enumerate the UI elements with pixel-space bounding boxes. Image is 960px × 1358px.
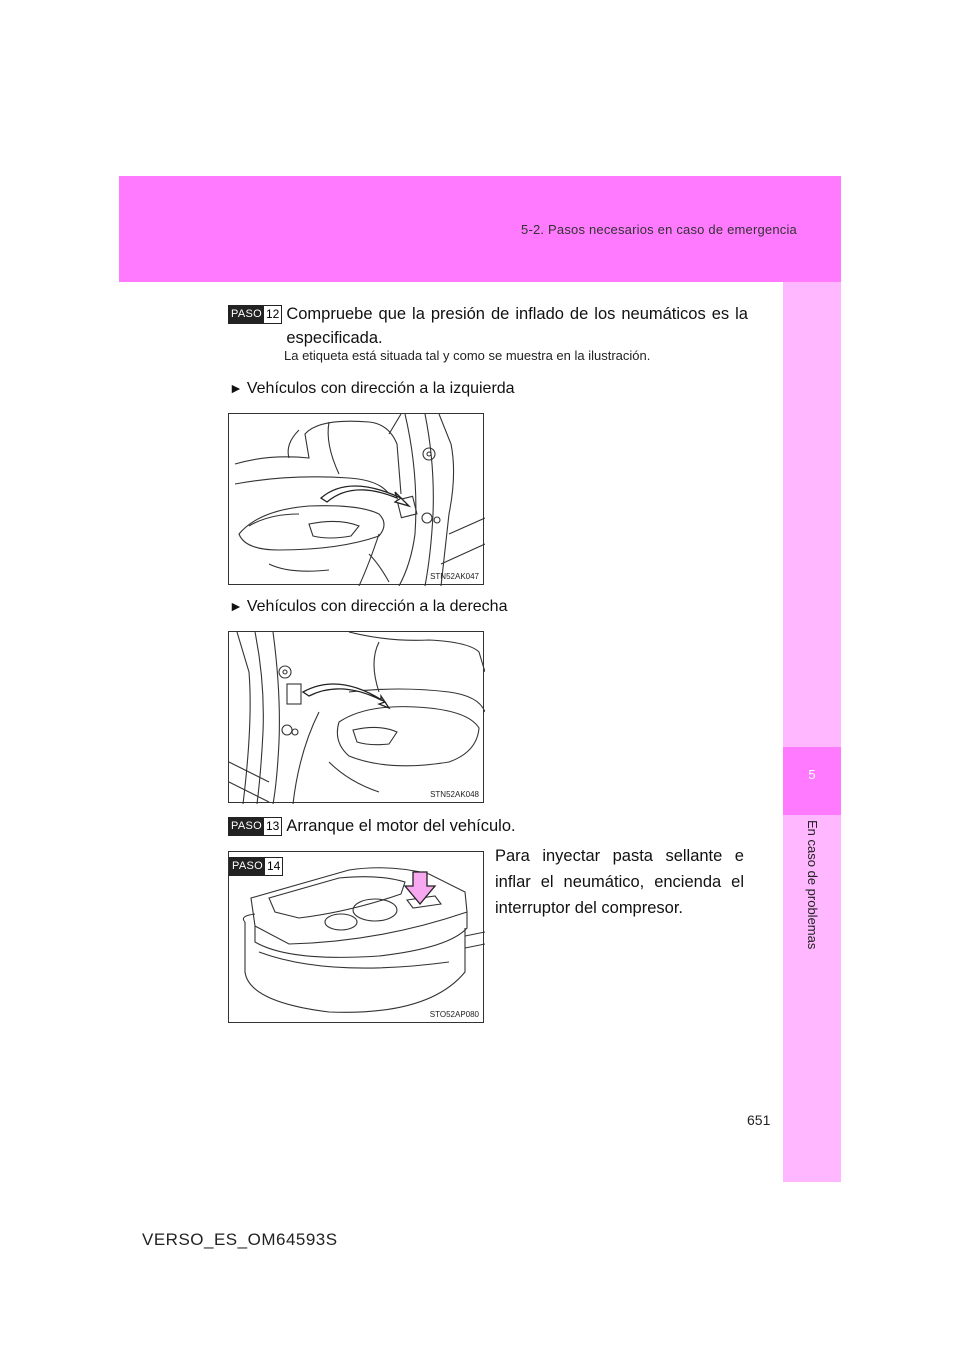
paso-badge: PASO 12 bbox=[228, 305, 282, 324]
step-14-text: Para inyectar pasta sellante e inflar el neumático, encienda el interruptor del compresor. bbox=[495, 847, 744, 917]
paso-badge: PASO 13 bbox=[228, 817, 282, 836]
triangle-marker-icon: ► bbox=[229, 380, 243, 396]
section-title: 5-2. Pasos necesarios en caso de emergencia bbox=[521, 222, 797, 237]
figure-code: STN52AK047 bbox=[430, 572, 479, 581]
figure-code: STO52AP080 bbox=[429, 1010, 479, 1019]
subsection-right-drive: ► Vehículos con dirección a la derecha bbox=[229, 598, 508, 615]
compressor-illustration bbox=[229, 852, 485, 1024]
step-text: Compruebe que la presión de inflado de los neumáticos es la especificada. bbox=[286, 305, 748, 347]
note-text: La etiqueta está situada tal y como se muestra en la ilustración. bbox=[284, 348, 651, 363]
subsection-left-drive: ► Vehículos con dirección a la izquierda bbox=[229, 380, 515, 397]
chapter-number: 5 bbox=[808, 767, 816, 782]
figure-code: STN52AK048 bbox=[430, 790, 479, 799]
paso-badge: PASO 14 bbox=[229, 857, 283, 876]
figure-left-drive-seat bbox=[228, 413, 484, 585]
footer-document-code: VERSO_ES_OM64593S bbox=[142, 1230, 338, 1249]
seat-door-illustration bbox=[229, 632, 485, 804]
seat-door-illustration bbox=[229, 414, 485, 586]
figure-compressor bbox=[228, 851, 484, 1023]
chapter-number-tab bbox=[783, 747, 841, 815]
step-text: Arranque el motor del vehículo. bbox=[286, 817, 516, 835]
chapter-header-band bbox=[119, 176, 841, 282]
page-number: 651 bbox=[747, 1112, 771, 1128]
step-13 bbox=[228, 814, 748, 838]
chapter-title: En caso de problemas bbox=[805, 820, 820, 950]
side-thumb-tab bbox=[783, 282, 841, 1182]
chapter-title-vertical bbox=[783, 820, 841, 980]
triangle-marker-icon: ► bbox=[229, 598, 243, 614]
figure-right-drive-seat bbox=[228, 631, 484, 803]
step-12 bbox=[228, 302, 748, 350]
